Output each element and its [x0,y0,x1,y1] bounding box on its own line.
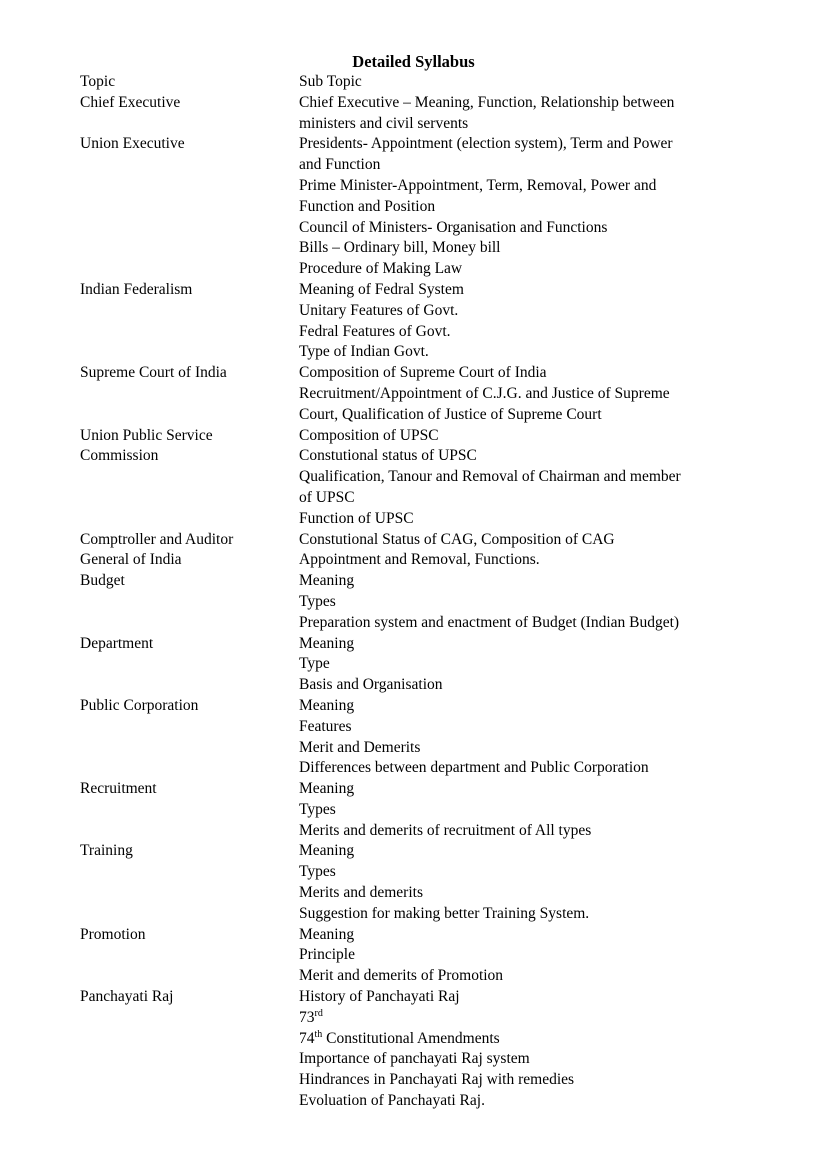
row-topic: Department [80,634,154,652]
table-row [80,862,770,883]
row-sub-topic: Presidents- Appointment (election system), Term and Power and Function [299,135,673,174]
syllabus-table [80,72,770,1112]
header-row [80,72,770,93]
row-topic [80,738,299,759]
row-sub-topic: Merit and Demerits [299,738,421,756]
table-row [80,467,770,509]
row-sub-topic: Types [299,592,336,610]
table-row [80,841,770,862]
table-row [80,280,770,301]
table-row [80,883,770,904]
row-topic: Supreme Court of India [80,364,227,382]
row-sub-topic: Differences between department and Public Corporation [299,759,649,777]
table-row [80,758,770,779]
row-topic: Union Executive [80,135,185,153]
table-row [80,1070,770,1091]
table-row [80,342,770,363]
row-sub-topic: Chief Executive – Meaning, Function, Relationship between ministers and civil servents [299,93,675,132]
table-row [80,384,770,426]
amendment-text: Constitutional Amendments [322,1029,500,1047]
row-sub-topic: Fedral Features of Govt. [299,322,451,340]
row-sub-topic: Function of UPSC [299,509,414,527]
row-topic: Union Public Service Commission [80,426,213,465]
row-topic: Chief Executive [80,93,181,111]
table-row [80,301,770,322]
amendment-row-2 [80,1029,770,1050]
header-topic: Topic [80,73,116,90]
table-row [80,945,770,966]
row-sub-topic: Qualification, Tanour and Removal of Chairman and member of UPSC [299,468,681,506]
row-topic: Training [80,842,133,860]
row-topic [80,176,299,218]
rows-container [80,93,770,1008]
table-row [80,634,770,655]
row-topic: Recruitment [80,780,157,798]
row-sub-topic: Types [299,863,336,881]
row-topic [80,1049,299,1070]
table-row [80,1049,770,1070]
table-row [80,592,770,613]
row-topic [80,800,299,821]
row-topic [80,654,299,675]
table-row [80,696,770,717]
table-row [80,675,770,696]
row-topic [80,592,299,613]
row-sub-topic: Evoluation of Panchayati Raj. [299,1092,485,1110]
row-topic [80,613,299,634]
table-row [80,238,770,259]
row-topic: Public Corporation [80,696,199,714]
row-sub-topic: Type [299,655,330,673]
document-title [0,51,827,72]
table-row [80,925,770,946]
table-row [80,509,770,530]
row-sub-topic: Meaning [299,925,355,943]
table-row [80,530,770,572]
row-sub-topic: Principle [299,946,355,964]
row-sub-topic: Preparation system and enactment of Budget (Indian Budget) [299,613,680,631]
row-sub-topic: Prime Minister-Appointment, Term, Removal, Power and Function and Position [299,176,657,215]
amendment-num-73: 73 [299,1008,315,1026]
row-sub-topic: Meaning of Fedral System [299,280,464,298]
table-row [80,218,770,239]
row-topic [80,821,299,842]
table-row [80,987,770,1008]
row-topic [80,322,299,343]
row-sub-topic [299,1008,770,1029]
table-row [80,821,770,842]
amendment-sup-rd: rd [314,1007,323,1019]
row-sub-topic: Merits and demerits of recruitment of All types [299,821,592,839]
row-topic [80,384,299,426]
table-row [80,93,770,135]
table-row [80,717,770,738]
row-topic [80,1008,299,1029]
row-sub-topic: Meaning [299,696,355,714]
row-sub-topic: Constutional Status of CAG, Composition of CAG Appointment and Removal, Functions. [299,530,615,569]
amendment-num-74: 74 [299,1029,315,1047]
row-sub-topic: Procedure of Making Law [299,260,463,278]
row-sub-topic [299,1029,770,1050]
table-row [80,904,770,925]
row-sub-topic: Composition of UPSC Constutional status of UPSC [299,426,477,465]
row-topic [80,342,299,363]
row-sub-topic: Meaning [299,634,355,652]
row-topic [80,758,299,779]
row-topic [80,218,299,239]
row-topic: Panchayati Raj [80,988,174,1006]
row-sub-topic: Meaning [299,572,355,590]
table-row [80,1091,770,1112]
row-sub-topic: Unitary Features of Govt. [299,301,459,319]
row-topic [80,509,299,530]
row-topic [80,717,299,738]
row-topic [80,1029,299,1050]
row-sub-topic: Meaning [299,780,355,798]
table-row [80,176,770,218]
table-row [80,322,770,343]
row-topic [80,301,299,322]
row-topic [80,675,299,696]
row-sub-topic: Type of Indian Govt. [299,343,429,361]
row-topic [80,467,299,509]
row-sub-topic: Hindrances in Panchayati Raj with remedies [299,1071,575,1089]
row-topic: Budget [80,572,125,590]
table-row [80,259,770,280]
row-topic [80,259,299,280]
row-sub-topic: Basis and Organisation [299,676,443,694]
row-sub-topic: Importance of panchayati Raj system [299,1050,530,1068]
row-topic [80,904,299,925]
header-sub-topic: Sub Topic [299,73,362,90]
table-row [80,966,770,987]
row-topic [80,945,299,966]
row-topic [80,862,299,883]
row-sub-topic: Meaning [299,842,355,860]
table-row [80,654,770,675]
row-topic: Comptroller and Auditor General of India [80,530,234,569]
row-sub-topic: Types [299,800,336,818]
row-sub-topic: Suggestion for making better Training System. [299,904,590,922]
row-topic: Promotion [80,925,146,943]
row-topic [80,966,299,987]
table-row [80,779,770,800]
row-topic [80,1070,299,1091]
table-row [80,738,770,759]
row-sub-topic: History of Panchayati Raj [299,988,460,1006]
row-topic [80,883,299,904]
table-row [80,426,770,468]
row-sub-topic: Recruitment/Appointment of C.J.G. and Justice of Supreme Court, Qualification of Justice of Supreme Court [299,384,670,423]
tail-rows-container [80,1049,770,1111]
amendment-row-1 [80,1008,770,1029]
row-sub-topic: Merit and demerits of Promotion [299,967,504,985]
row-sub-topic: Merits and demerits [299,884,423,902]
table-row [80,363,770,384]
amendment-sup-th: th [314,1028,323,1040]
row-topic [80,1091,299,1112]
row-sub-topic: Composition of Supreme Court of India [299,364,547,382]
row-sub-topic: Council of Ministers- Organisation and Functions [299,218,608,236]
title-text: Detailed Syllabus [352,52,475,71]
table-row [80,571,770,592]
row-topic [80,238,299,259]
table-row [80,800,770,821]
table-row [80,613,770,634]
row-sub-topic: Features [299,717,352,735]
row-topic: Indian Federalism [80,280,193,298]
row-sub-topic: Bills – Ordinary bill, Money bill [299,239,501,257]
table-row [80,134,770,176]
